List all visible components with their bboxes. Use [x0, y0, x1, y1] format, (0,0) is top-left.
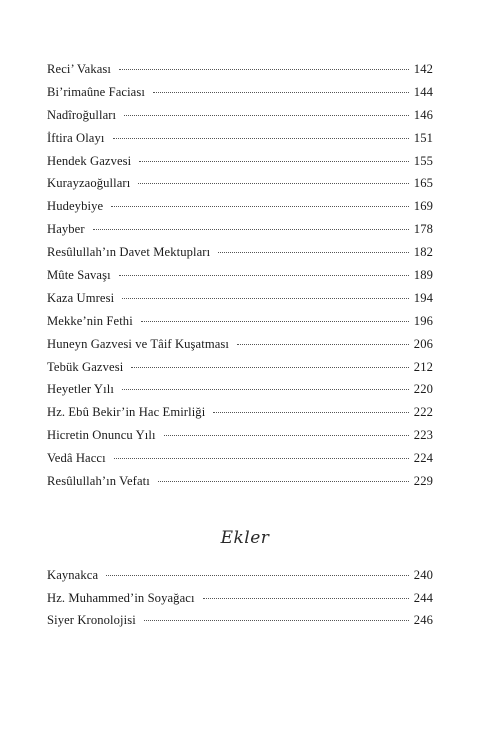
toc-entry[interactable] — [47, 222, 433, 245]
toc-entry[interactable] — [47, 85, 433, 108]
toc-entry-title: Bi’rimaûne Faciası — [47, 84, 145, 99]
toc-entry-page: 229 — [413, 474, 433, 489]
toc-entry-page: 223 — [413, 428, 433, 443]
toc-entry-page: 220 — [413, 382, 433, 397]
toc-leader-dots — [113, 138, 409, 139]
toc-entry-title: Huneyn Gazvesi ve Tâif Kuşatması — [47, 336, 230, 351]
table-of-contents — [47, 62, 433, 497]
toc-leader-dots — [93, 229, 409, 230]
toc-entry-title: Hz. Ebû Bekir’in Hac Emirliği — [47, 405, 206, 420]
toc-leader-dots — [218, 252, 409, 253]
toc-entry-title: Vedâ Haccı — [47, 451, 106, 466]
toc-entry-page: 246 — [413, 613, 433, 628]
toc-entry[interactable] — [47, 591, 433, 614]
toc-entry-title: Siyer Kronolojisi — [47, 613, 136, 628]
toc-entry[interactable] — [47, 131, 433, 154]
toc-entry[interactable] — [47, 451, 433, 474]
toc-entry-page: 142 — [413, 62, 433, 76]
toc-leader-dots — [138, 183, 408, 184]
toc-leader-dots — [237, 344, 409, 345]
toc-entry[interactable] — [47, 405, 433, 428]
toc-entry[interactable] — [47, 108, 433, 131]
toc-entry[interactable] — [47, 474, 433, 497]
toc-entry-title: Resûlullah’ın Davet Mektupları — [47, 245, 211, 260]
toc-entry[interactable] — [47, 291, 433, 314]
appendix-contents — [47, 568, 433, 636]
toc-leader-dots — [139, 161, 409, 162]
toc-entry-title: İftira Olayı — [47, 130, 105, 145]
toc-entry-page: 151 — [413, 130, 433, 145]
toc-entry[interactable] — [47, 568, 433, 591]
toc-leader-dots — [111, 206, 409, 207]
toc-leader-dots — [106, 575, 409, 576]
toc-entry-page: 206 — [413, 336, 433, 351]
toc-entry-title: Mûte Savaşı — [47, 268, 111, 283]
toc-entry-page: 146 — [413, 107, 433, 122]
toc-entry[interactable] — [47, 613, 433, 636]
toc-entry-title: Hicretin Onuncu Yılı — [47, 428, 156, 443]
toc-entry-title: Mekke’nin Fethi — [47, 313, 133, 328]
toc-leader-dots — [131, 367, 408, 368]
toc-leader-dots — [141, 321, 409, 322]
toc-entry-page: 155 — [413, 153, 433, 168]
toc-entry[interactable] — [47, 154, 433, 177]
toc-leader-dots — [119, 275, 409, 276]
toc-entry-page: 189 — [413, 268, 433, 283]
toc-leader-dots — [158, 481, 409, 482]
toc-leader-dots — [203, 598, 409, 599]
toc-entry-title: Resûlullah’ın Vefatı — [47, 474, 150, 489]
toc-leader-dots — [153, 92, 409, 93]
section-heading-ekler: Ekler — [220, 528, 270, 548]
toc-entry-title: Hz. Muhammed’in Soyağacı — [47, 590, 195, 605]
toc-entry-title: Tebük Gazvesi — [47, 359, 124, 374]
toc-leader-dots — [122, 298, 409, 299]
toc-entry[interactable] — [47, 62, 433, 85]
toc-entry-title: Reci’ Vakası — [47, 62, 112, 76]
toc-entry-title: Hendek Gazvesi — [47, 153, 132, 168]
toc-entry-title: Nadîroğulları — [47, 107, 117, 122]
toc-entry[interactable] — [47, 337, 433, 360]
toc-entry[interactable] — [47, 268, 433, 291]
toc-entry-title: Kaza Umresi — [47, 290, 115, 305]
toc-entry-page: 194 — [413, 290, 433, 305]
toc-entry[interactable] — [47, 314, 433, 337]
toc-leader-dots — [164, 435, 409, 436]
toc-entry-page: 144 — [413, 84, 433, 99]
toc-entry-page: 240 — [413, 568, 433, 582]
toc-entry-page: 178 — [413, 222, 433, 237]
toc-entry[interactable] — [47, 382, 433, 405]
toc-entry[interactable] — [47, 245, 433, 268]
toc-entry-title: Hudeybiye — [47, 199, 104, 214]
toc-leader-dots — [114, 458, 409, 459]
toc-leader-dots — [124, 115, 409, 116]
toc-entry-page: 244 — [413, 590, 433, 605]
toc-entry-title: Hayber — [47, 222, 85, 237]
toc-entry-page: 165 — [413, 176, 433, 191]
toc-entry[interactable] — [47, 176, 433, 199]
toc-leader-dots — [122, 389, 409, 390]
toc-entry-title: Kurayzaoğulları — [47, 176, 131, 191]
toc-entry[interactable] — [47, 428, 433, 451]
toc-entry-title: Heyetler Yılı — [47, 382, 114, 397]
toc-entry-page: 212 — [413, 359, 433, 374]
toc-entry[interactable] — [47, 360, 433, 383]
toc-leader-dots — [213, 412, 408, 413]
toc-entry-page: 222 — [413, 405, 433, 420]
toc-entry-page: 169 — [413, 199, 433, 214]
toc-leader-dots — [119, 69, 409, 70]
toc-leader-dots — [144, 620, 409, 621]
toc-entry-title: Kaynakca — [47, 568, 99, 582]
toc-entry[interactable] — [47, 199, 433, 222]
toc-entry-page: 196 — [413, 313, 433, 328]
toc-entry-page: 182 — [413, 245, 433, 260]
toc-entry-page: 224 — [413, 451, 433, 466]
